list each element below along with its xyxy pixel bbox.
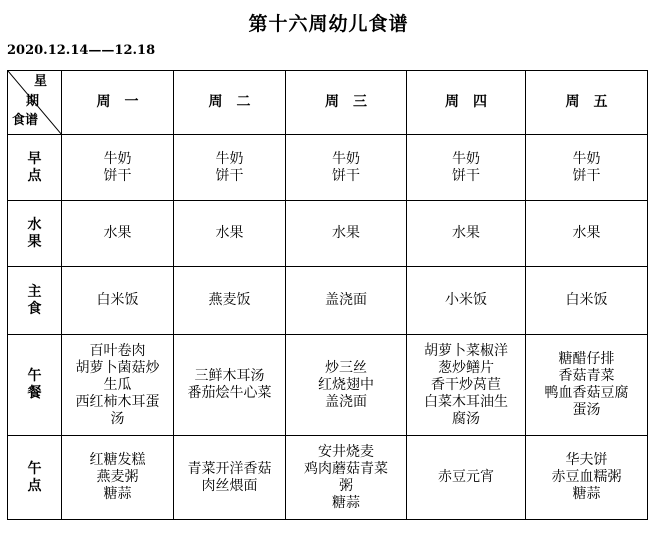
dish-line: 白米饭: [96, 292, 139, 308]
dish-line: 饼干: [332, 167, 360, 184]
menu-cell: [174, 335, 286, 436]
dish-line: 饼干: [572, 167, 601, 184]
dish-line: 生瓜: [103, 376, 132, 393]
dish-line: 水果: [215, 225, 244, 241]
dish-line: 番茄烩牛心菜: [187, 385, 272, 401]
dish-line: 香菇青菜: [558, 368, 615, 384]
dish-line: 赤豆元宵: [438, 469, 494, 485]
menu-row-snack: [8, 436, 648, 520]
menu-cell: [286, 436, 407, 520]
dish-line: 汤: [110, 410, 125, 427]
row-label-char: 午: [27, 460, 42, 477]
menu-cell: [407, 201, 526, 267]
dish-line: 糖蒜: [103, 486, 132, 502]
dish-line: 三鲜木耳汤: [194, 368, 265, 384]
dish-line: 青菜开洋香菇: [187, 460, 272, 477]
menu-cell: [526, 201, 648, 267]
dish-line: 葱炒鳝片: [438, 359, 494, 376]
dish-line: 鸡肉蘑菇青菜: [304, 460, 388, 477]
dish-line: 肉丝煨面: [201, 477, 258, 494]
dish-line: 水果: [452, 225, 480, 241]
corner-label-star: 星: [34, 74, 48, 89]
menu-cell: [286, 267, 407, 335]
dish-line: 胡萝卜菌菇炒: [75, 359, 160, 376]
dish-line: 胡萝卜菜椒洋: [424, 342, 508, 359]
dish-line: 小米饭: [445, 292, 487, 308]
row-label-lunch: [8, 335, 62, 436]
menu-cell: [407, 436, 526, 520]
dish-line: 水果: [332, 225, 360, 241]
dish-line: 白菜木耳油生: [424, 393, 508, 410]
menu-row-staple: [8, 267, 648, 335]
menu-table: [7, 70, 648, 520]
menu-cell: [62, 335, 174, 436]
dish-line: 糖蒜: [572, 486, 601, 502]
menu-cell: [174, 135, 286, 201]
row-label-breakfast: [8, 135, 62, 201]
date-range: 2020.12.14——12.18: [7, 43, 156, 58]
dish-line: 赤豆血糯粥: [551, 469, 622, 485]
row-label-char: 主: [27, 283, 42, 300]
day-header-tuesday: 周 二: [174, 71, 286, 135]
menu-cell: [62, 135, 174, 201]
dish-line: 糖蒜: [332, 494, 360, 511]
dish-line: 牛奶: [452, 150, 480, 167]
row-label-staple: [8, 267, 62, 335]
dish-line: 粥: [339, 477, 353, 494]
menu-cell: [407, 335, 526, 436]
menu-cell: [286, 135, 407, 201]
dish-line: 糖醋仔排: [558, 351, 615, 367]
menu-cell: [174, 201, 286, 267]
menu-cell: [62, 267, 174, 335]
corner-label-period: 期: [26, 94, 40, 109]
row-label-char: 点: [27, 477, 42, 494]
dish-line: 牛奶: [332, 150, 360, 167]
row-label-char: 早: [27, 150, 42, 167]
dish-line: 白米饭: [565, 292, 608, 308]
menu-cell: [526, 436, 648, 520]
dish-line: 蛋汤: [572, 402, 601, 418]
dish-line: 燕麦饭: [208, 292, 251, 308]
dish-line: 牛奶: [572, 150, 601, 167]
corner-label-menu: 食谱: [12, 113, 39, 128]
menu-cell: [526, 335, 648, 436]
row-label-char: 水: [27, 216, 42, 233]
dish-line: 香干炒莴苣: [431, 376, 501, 393]
menu-cell: [174, 267, 286, 335]
dish-line: 腐汤: [452, 410, 480, 427]
page-title: 第十六周幼儿食谱: [248, 13, 409, 35]
menu-cell: [174, 436, 286, 520]
dish-line: 红烧翅中: [318, 376, 374, 393]
menu-cell: [526, 267, 648, 335]
dish-line: 牛奶: [215, 150, 244, 167]
dish-line: 华夫饼: [565, 452, 608, 468]
menu-row-lunch: [8, 335, 648, 436]
header-row: [8, 71, 648, 135]
dish-line: 水果: [572, 225, 601, 241]
dish-line: 红糖发糕: [89, 452, 146, 468]
menu-cell: [526, 135, 648, 201]
dish-line: 百叶卷肉: [89, 342, 146, 359]
day-header-wednesday: 周 三: [286, 71, 407, 135]
day-header-thursday: 周 四: [407, 71, 526, 135]
dish-line: 牛奶: [103, 150, 132, 167]
row-label-char: 点: [27, 167, 42, 184]
menu-cell: [286, 201, 407, 267]
menu-cell: [62, 436, 174, 520]
dish-line: 水果: [103, 225, 132, 241]
dish-line: 盖浇面: [325, 393, 367, 410]
row-label-char: 餐: [27, 385, 42, 401]
row-label-char: 果: [27, 233, 42, 250]
row-label-char: 午: [27, 368, 42, 384]
row-label-fruit: [8, 201, 62, 267]
menu-cell: [62, 201, 174, 267]
dish-line: 西红柿木耳蛋: [75, 393, 160, 410]
row-label-char: 食: [27, 300, 42, 317]
menu-row-breakfast: [8, 135, 648, 201]
day-header-friday: 周 五: [526, 71, 648, 135]
menu-cell: [407, 135, 526, 201]
dish-line: 饼干: [215, 167, 244, 184]
dish-line: 炒三丝: [325, 359, 367, 376]
dish-line: 安井烧麦: [318, 443, 374, 460]
dish-line: 燕麦粥: [96, 469, 139, 485]
menu-cell: [286, 335, 407, 436]
day-header-monday: 周 一: [62, 71, 174, 135]
dish-line: 饼干: [452, 167, 480, 184]
dish-line: 饼干: [103, 167, 132, 184]
menu-cell: [407, 267, 526, 335]
menu-row-fruit: [8, 201, 648, 267]
corner-cell: [8, 71, 62, 135]
dish-line: 盖浇面: [325, 292, 367, 308]
dish-line: 鸭血香菇豆腐: [544, 385, 629, 401]
row-label-snack: [8, 436, 62, 520]
